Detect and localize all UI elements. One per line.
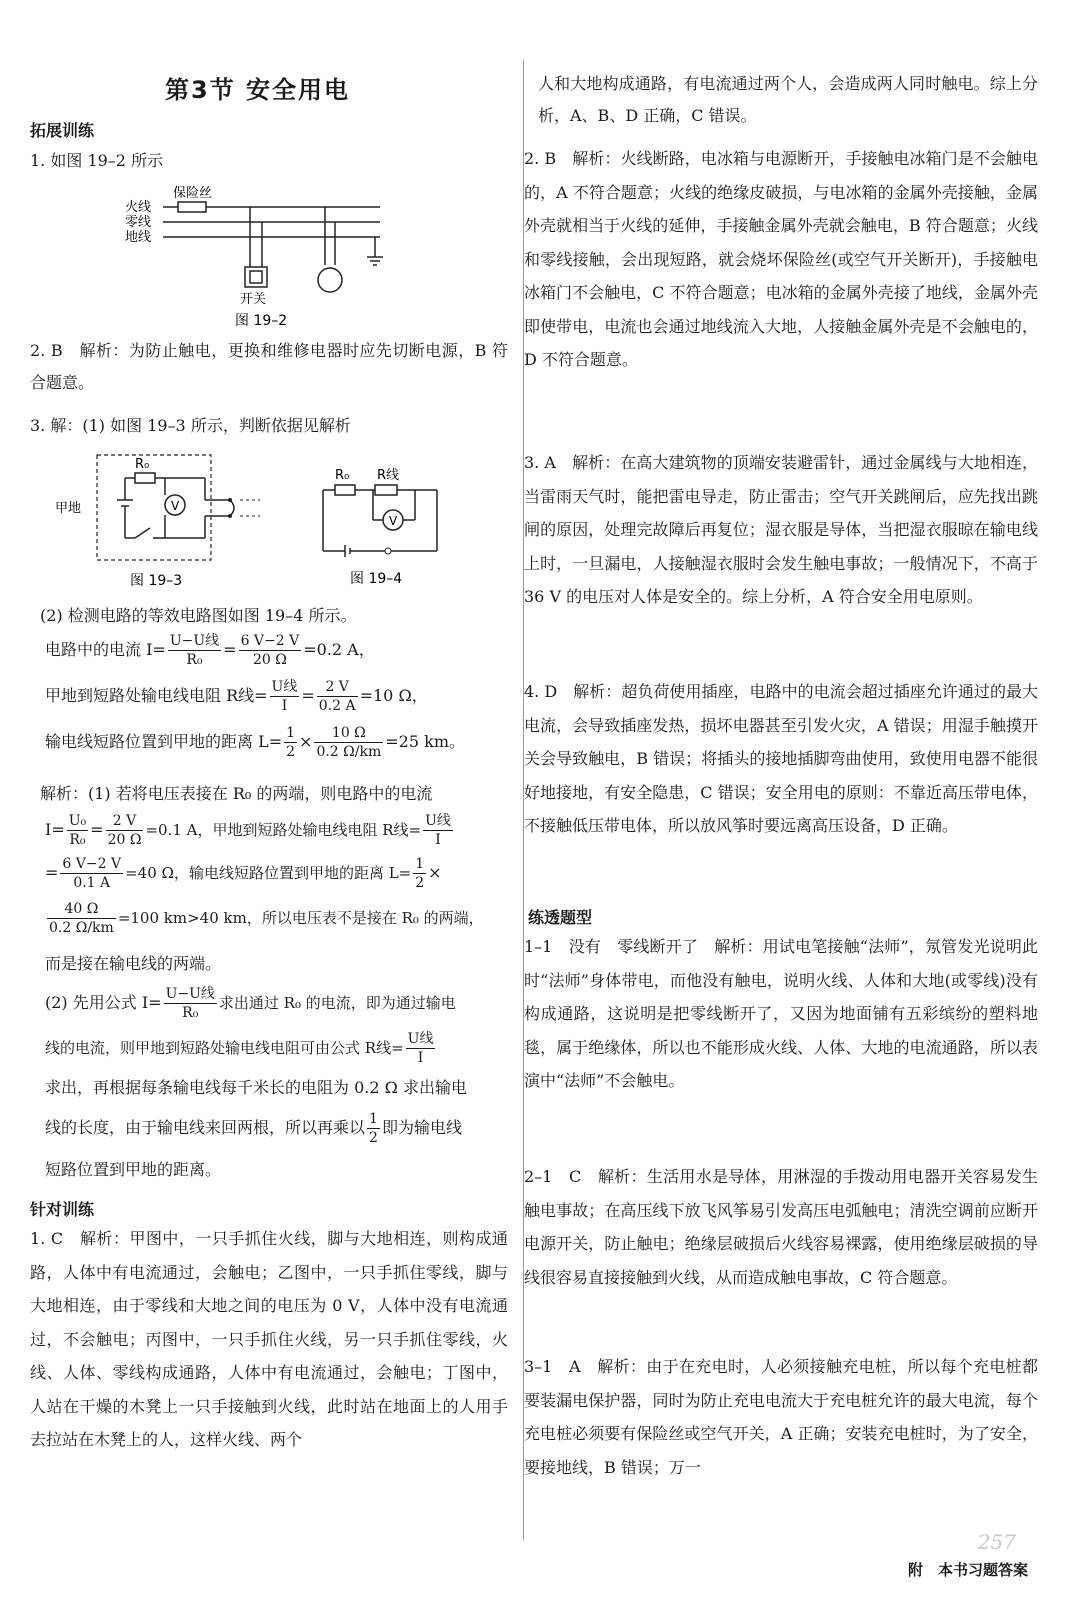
fuse-label: 保险丝 [173, 186, 213, 201]
answer-3: 3. A 解析：在高大建筑物的顶端安装避雷针，通过金属线与大地相连，当雷雨天气时，能把雷电导走，防止雷击；空气开关跳闸后，应先找出跳闸的原因，处理完故障后再复位；湿衣服是导体，当把湿衣服晾在输电线上时，一旦漏电，人接触湿衣服时会发生触电事故；一般情况下，不高于 36 V 的电压对人体是安全的。综上分析，A 符合安全用电原则。 [524, 453, 1038, 606]
figure-caption-19-2: 图 19–2 [235, 313, 288, 329]
figure-caption-19-4: 图 19–4 [350, 571, 403, 587]
analysis-line-1: 解析：(1) 若将电压表接在 R₀ 的两端，则电路中的电流 [40, 784, 433, 803]
analysis-line-5: 而是接在输电线的两端。 [45, 954, 222, 973]
analysis-line-6: (2) 先用公式 I= $\frac{\text{U−U线}}{\text{R₀}}$ 求出通过 R₀ 的电流，即为通过输电 [45, 986, 456, 1021]
targeted-question-1: 1. C 解析：甲图中，一只手抓住火线，脚与大地相连，则构成通路，人体中有电流通过，会触电；乙图中，一只手抓住零线，脚与大地相连，由于零线和大地之间的电压为 0 V，人体中没有电流通过，不会触电；丙图中，一只手抓住火线，另一只手抓住零线，火线、人体、零线构成通路，人体中有电流通过，会触电；丁图中，人站在干燥的木凳上一只手接触到火线，此时站在地面上的人用手去拉站在木凳上的人，这样火线、两个 [30, 1229, 508, 1449]
voltmeter-label: V [171, 499, 180, 513]
heading-practice-types: 练透题型 [528, 908, 593, 927]
earth-wire-label: 地线 [125, 230, 152, 245]
analysis-line-10: 短路位置到甲地的距离。 [45, 1160, 222, 1179]
answer-2-1: 2–1 C 解析：生活用水是导体，用淋湿的手拨动用电器开关容易发生触电事故；在高压线下放飞风筝易引发高压电弧触电；清洗空调前应断开电源开关，防止触电；绝缘层破损后火线容易裸露，使用绝缘层破损的导线很容易直接接触到火线，从而造成触电事故，C 符合题意。 [524, 1167, 1038, 1287]
section-title: 第3节 安全用电 [165, 76, 351, 104]
question-2: 2. B 解析：为防止触电，更换和维修电器时应先切断电源，B 符合题意。 [30, 341, 508, 392]
neutral-wire-label: 零线 [125, 215, 152, 230]
answer-4: 4. D 解析：超负荷使用插座，电路中的电流会超过插座允许通过的最大电流，会导致插座发热，损坏电器甚至引发火灾，A 错误；用湿手触摸开关会导致触电，B 错误；将插头的接地插脚弯曲使用，致使用电器不能很好地接地，有安全隐患，C 错误；安全用电的原则：不靠近高压带电体，不接触低压带电体，所以放风筝时要远离高压设备，D 正确。 [524, 682, 1038, 835]
heading-extension-training: 拓展训练 [30, 121, 95, 140]
analysis-line-4: $\frac{40 \Omega}{0.2 \Omega/km}$ =100 km>40 km，所以电压表不是接在 R₀ 的两端， [49, 901, 484, 936]
analysis-line-7: 线的电流，则甲地到短路处输电线电阻可由公式 R线= $\frac{\text{U线}}{I}$ [45, 1031, 434, 1066]
fire-wire-label: 火线 [125, 200, 152, 215]
answer-3-1: 3–1 A 解析：由于在充电时，人必须接触充电桩，所以每个充电桩都要装漏电保护器，同时为防止充电电流大于充电桩允许的最大电流，每个充电桩必须要有保险丝或空气开关，A 正确；安装充电桩时，为了安全，要接地线，B 错误；万一 [524, 1357, 1038, 1477]
equation-resistance: 甲地到短路处输电线电阻 R线= $\frac{\text{U线}}{I}$ = $\frac{2 V}{0.2 A}$ =10 Ω， [45, 679, 428, 714]
figure-19-2 [125, 185, 400, 330]
question-3-part2: (2) 检测电路的等效电路图如图 19–4 所示。 [40, 606, 357, 625]
voltmeter-label-fig4: V [389, 514, 398, 528]
footer-label: 附 本书习题答案 [907, 1561, 1028, 1579]
figure-caption-19-3: 图 19–3 [130, 573, 183, 589]
analysis-line-2: I= $\frac{\text{U₀}}{\text{R₀}}$ = $\frac{2 V}{20 \Omega}$ =0.1 A，甲地到短路处输电线电阻 R线= $\frac{\text{U线}}{I}$ [45, 813, 451, 848]
question-1: 1. 如图 19–2 所示 [30, 151, 164, 170]
right-continued: 人和大地构成通路，有电流通过两个人，会造成两人同时触电。综上分析，A、B、D 正确，C 错误。 [538, 74, 1038, 125]
question-3: 3. 解：(1) 如图 19–3 所示，判断依据见解析 [30, 416, 351, 435]
rxian-label: R线 [377, 468, 400, 483]
analysis-line-8: 求出，再根据每条输电线每千米长的电阻为 0.2 Ω 求出输电 [45, 1078, 467, 1097]
figure-19-3 [55, 450, 265, 595]
equation-distance: 输电线短路位置到甲地的距离 L= $\frac{1}{2}$ × $\frac{10 \Omega}{0.2 \Omega/km}$ =25 km。 [45, 725, 465, 760]
analysis-line-9: 线的长度，由于输电线来回两根，所以再乘以 $\frac{1}{2}$ 即为输电线 [45, 1111, 462, 1146]
figure-19-4 [315, 465, 450, 595]
r0-label: R₀ [135, 457, 150, 472]
equation-current: 电路中的电流 I= $\frac{\text{U−U线}}{\text{R₀}}$ = $\frac{6 V-2 V}{20 \Omega}$ =0.2 A， [45, 633, 375, 668]
switch-label: 开关 [240, 292, 267, 307]
answer-1-1: 1–1 没有 零线断开了 解析：用试电笔接触“法师”，氖管发光说明此时“法师”身体带电，而他没有触电，说明火线、人体和大地(或零线)没有构成通路，这说明是把零线断开了，又因为地面铺有五彩缤纷的塑料地毯，属于绝缘体，所以也不能形成火线、人体、大地的电流通路，所以表演中“法师”不会触电。 [524, 937, 1038, 1090]
heading-targeted-training: 针对训练 [30, 1200, 95, 1219]
answer-2: 2. B 解析：火线断路，电冰箱与电源断开，手接触电冰箱门是不会触电的，A 不符合题意；火线的绝缘皮破损，与电冰箱的金属外壳接触，金属外壳就相当于火线的延伸，手接触金属外壳就会触电，B 符合题意；火线和零线接触，会出现短路，就会烧坏保险丝(或空气开关断开)，手接触电冰箱门不会触电，C 不符合题意；电冰箱的金属外壳接了地线，金属外壳即使带电，电流也会通过地线流入大地，人接触金属外壳是不会触电的，D 不符合题意。 [524, 149, 1038, 369]
r0-label-fig4: R₀ [335, 468, 350, 483]
jiadi-label: 甲地 [55, 501, 82, 516]
analysis-line-3: = $\frac{6 V-2 V}{0.1 A}$ =40 Ω，输电线短路位置到甲地的距离 L= $\frac{1}{2}$ × [45, 856, 442, 891]
page-number: 257 [977, 1530, 1016, 1554]
